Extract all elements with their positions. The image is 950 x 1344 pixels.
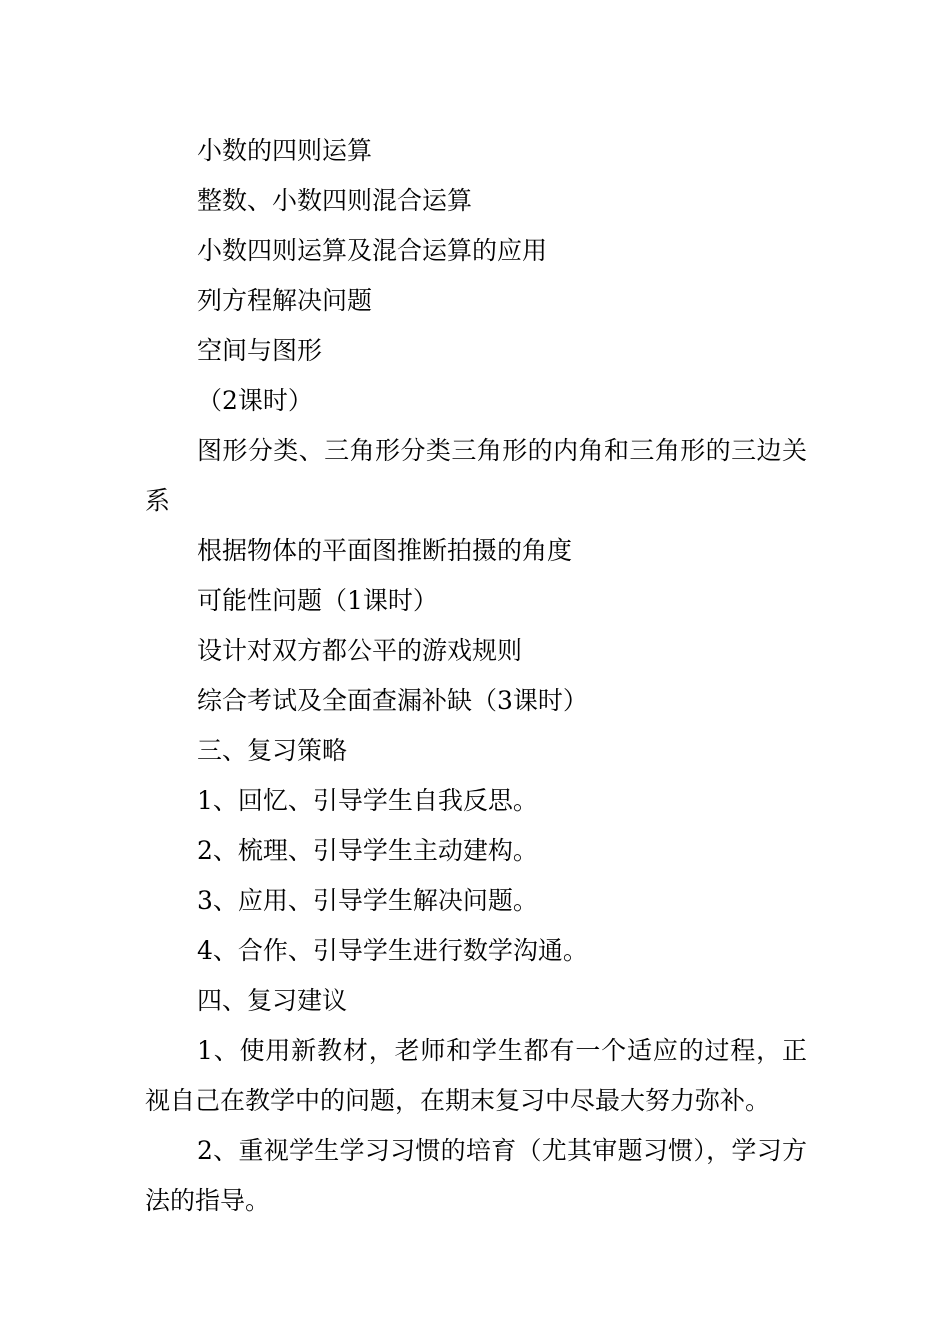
- paragraph-hours: （2课时）: [197, 386, 313, 415]
- paragraph-topic: 小数四则运算及混合运算的应用: [197, 236, 548, 265]
- list-item: 1、使用新教材，老师和学生都有一个适应的过程，正视自己在教学中的问题，在期末复习中尽最大努力弥补。: [145, 1036, 807, 1115]
- paragraph-topic: 设计对双方都公平的游戏规则: [197, 636, 523, 665]
- paragraph-topic: 根据物体的平面图推断拍摄的角度: [197, 536, 573, 565]
- section-heading-strategy: 三、复习策略: [197, 736, 348, 765]
- paragraph-topic: 小数的四则运算: [197, 136, 373, 165]
- list-item: 2、重视学生学习习惯的培育（尤其审题习惯），学习方法的指导。: [145, 1136, 807, 1215]
- paragraph-topic: 可能性问题（1课时）: [197, 586, 438, 615]
- paragraph-topic: 综合考试及全面查漏补缺（3课时）: [197, 686, 588, 715]
- paragraph-topic: 整数、小数四则混合运算: [197, 186, 473, 215]
- paragraph-topic: 列方程解决问题: [197, 286, 373, 315]
- list-item: 3、应用、引导学生解决问题。: [197, 886, 538, 915]
- paragraph-section: 空间与图形: [197, 336, 323, 365]
- list-item: 2、梳理、引导学生主动建构。: [197, 836, 538, 865]
- list-item: 1、回忆、引导学生自我反思。: [197, 786, 538, 815]
- section-heading-suggestions: 四、复习建议: [197, 986, 348, 1015]
- list-item: 4、合作、引导学生进行数学沟通。: [197, 936, 588, 965]
- document-body: [145, 126, 807, 1226]
- paragraph-topic: 图形分类、三角形分类三角形的内角和三角形的三边关系: [145, 436, 807, 515]
